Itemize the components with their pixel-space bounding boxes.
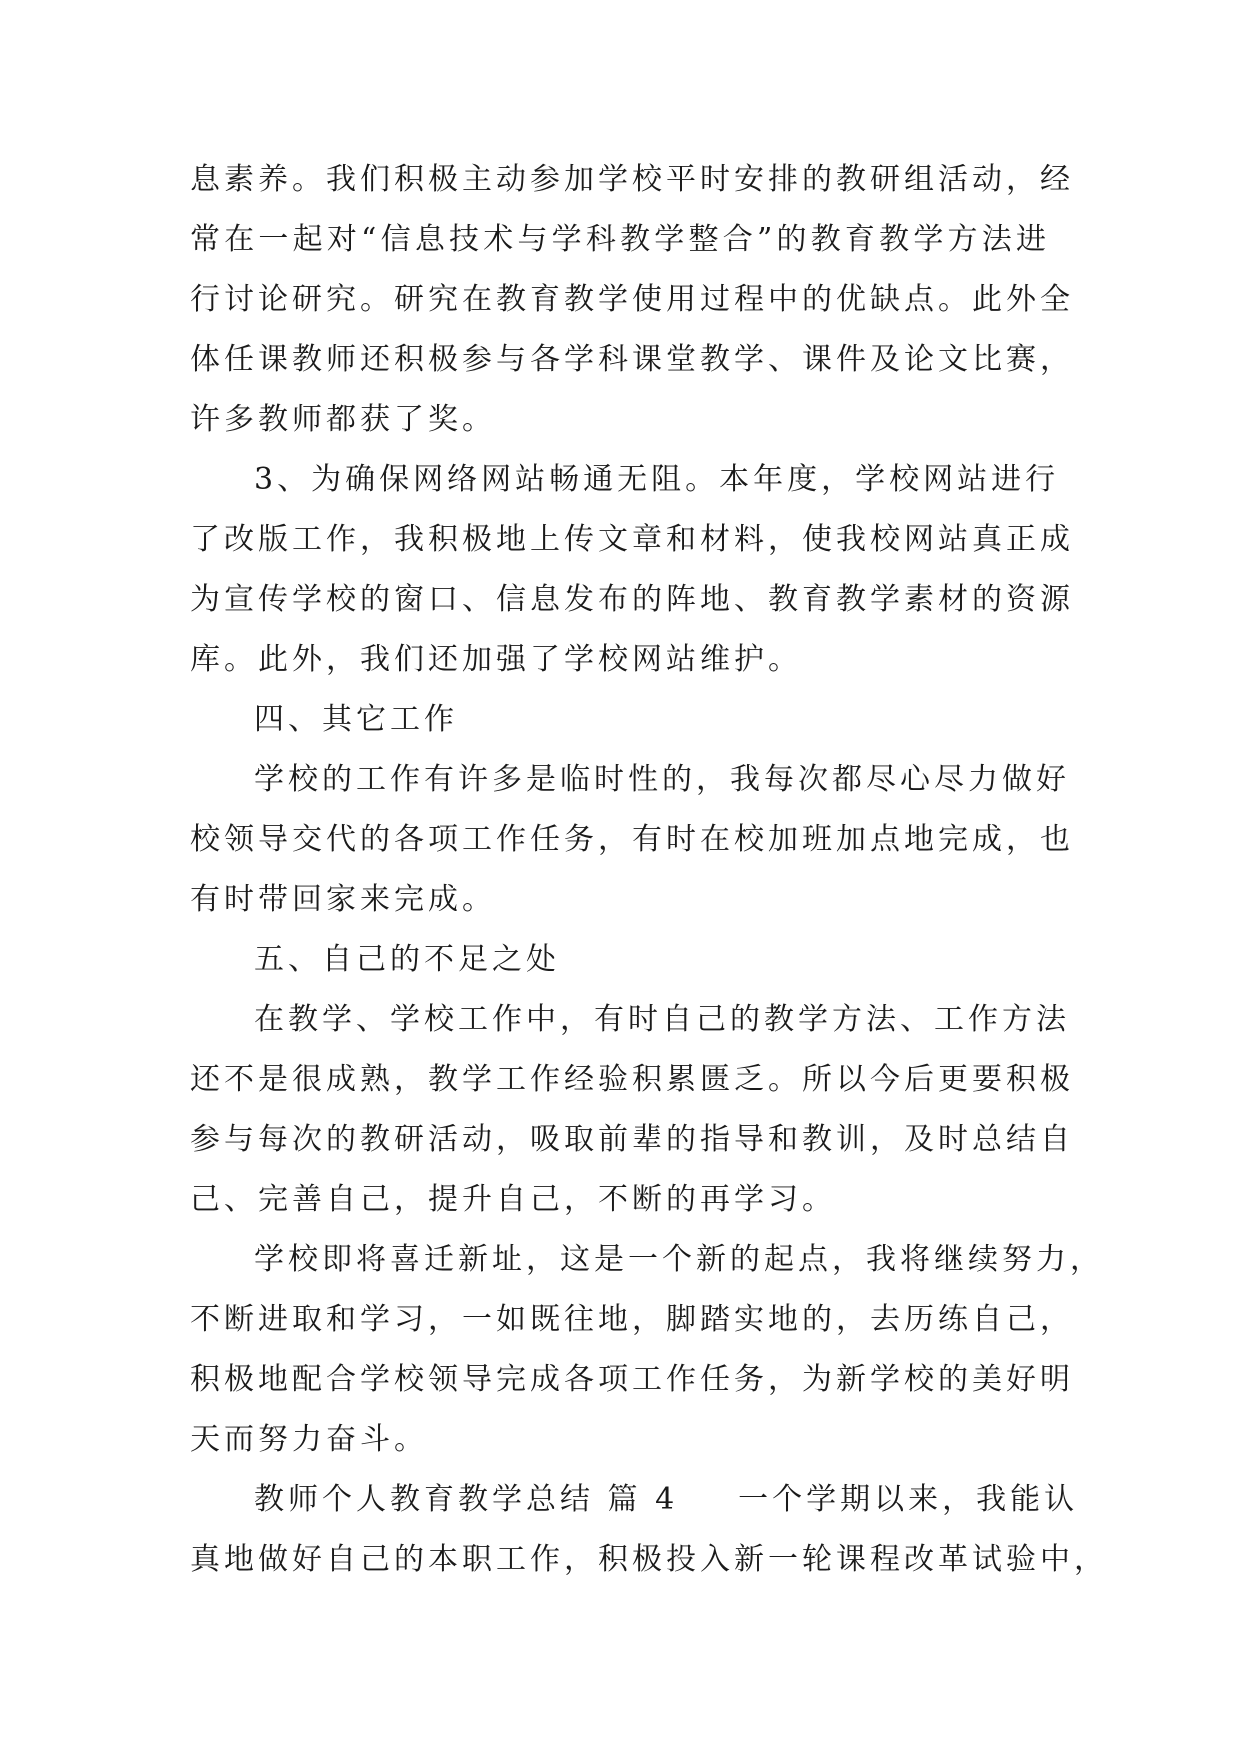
document-body (190, 150, 1108, 1590)
body-line: 不断进取和学习，一如既往地，脚踏实地的，去历练自己， (190, 1302, 1074, 1337)
body-line: 为宣传学校的窗口、信息发布的阵地、教育教学素材的资源 (190, 582, 1074, 617)
body-line (190, 1470, 1079, 1530)
body-line: 真地做好自己的本职工作，积极投入新一轮课程改革试验中， (190, 1542, 1108, 1577)
body-line: 体任课教师还积极参与各学科课堂教学、课件及论文比赛， (190, 342, 1074, 377)
section-heading: 五、自己的不足之处 (254, 942, 560, 977)
body-line: 息素养。我们积极主动参加学校平时安排的教研组活动，经 (190, 162, 1074, 197)
article-section-title: 教师个人教育教学总结 篇 4 (254, 1482, 679, 1517)
body-line: 了改版工作，我积极地上传文章和材料，使我校网站真正成 (190, 522, 1074, 557)
body-line: 3、为确保网络网站畅通无阻。本年度，学校网站进行 (254, 462, 1060, 497)
body-line: 在教学、学校工作中，有时自己的教学方法、工作方法 (254, 1002, 1070, 1037)
body-line: 许多教师都获了奖。 (190, 402, 496, 437)
body-line: 积极地配合学校领导完成各项工作任务，为新学校的美好明 (190, 1362, 1074, 1397)
body-text: 一个学期以来，我能认 (738, 1482, 1079, 1517)
body-line: 还不是很成熟，教学工作经验积累匮乏。所以今后更要积极 (190, 1062, 1074, 1097)
section-heading: 四、其它工作 (254, 702, 458, 737)
body-line: 学校的工作有许多是临时性的，我每次都尽心尽力做好 (254, 762, 1070, 797)
body-line: 校领导交代的各项工作任务，有时在校加班加点地完成，也 (190, 822, 1074, 857)
body-line: 学校即将喜迁新址，这是一个新的起点，我将继续努力， (254, 1242, 1104, 1277)
body-line: 行讨论研究。研究在教育教学使用过程中的优缺点。此外全 (190, 282, 1074, 317)
body-line: 常在一起对“信息技术与学科教学整合”的教育教学方法进 (190, 222, 1050, 257)
body-line: 参与每次的教研活动，吸取前辈的指导和教训，及时总结自 (190, 1122, 1074, 1157)
body-line: 天而努力奋斗。 (190, 1422, 428, 1457)
body-line: 有时带回家来完成。 (190, 882, 496, 917)
body-line: 库。此外，我们还加强了学校网站维护。 (190, 642, 802, 677)
body-line: 己、完善自己，提升自己，不断的再学习。 (190, 1182, 836, 1217)
